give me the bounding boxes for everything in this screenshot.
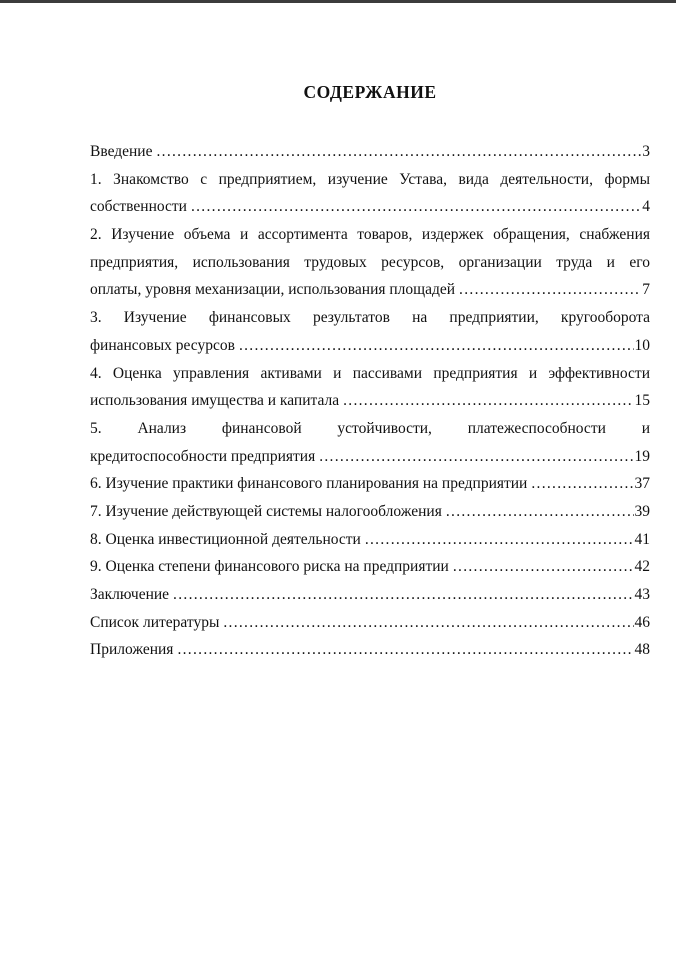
toc-entry-line xyxy=(90,609,650,637)
toc-entry-line xyxy=(90,276,650,304)
dot-leader xyxy=(191,193,641,221)
toc-entry-text: Введение xyxy=(90,143,153,160)
toc-entry-line: предприятия, использования трудовых ресурсов, организации труда и его xyxy=(90,253,650,271)
toc-entry-text: финансовых ресурсов xyxy=(90,336,235,354)
toc-entry-line xyxy=(90,553,650,581)
toc-entry-line xyxy=(90,526,650,554)
toc-page-number: 15 xyxy=(634,392,650,410)
toc-entry-line xyxy=(90,193,650,221)
toc-entry-line: 4. Оценка управления активами и пассивами предприятия и эффективности xyxy=(90,364,650,382)
page-content xyxy=(90,0,650,664)
toc-entry-line xyxy=(90,332,650,360)
toc-page-number: 37 xyxy=(634,475,650,493)
dot-leader xyxy=(173,581,633,609)
toc-page-number: 43 xyxy=(634,586,650,603)
toc-page-number: 10 xyxy=(634,336,650,354)
toc-entry-text: 9. Оценка степени финансового риска на предприятии xyxy=(90,558,449,576)
toc-page-number: 41 xyxy=(634,530,650,548)
toc-entry-line: 2. Изучение объема и ассортимента товаров, издержек обращения, снабжения xyxy=(90,226,650,244)
toc-page-number: 48 xyxy=(634,641,650,659)
toc-list xyxy=(90,138,650,664)
toc-page-number: 19 xyxy=(634,447,650,465)
toc-entry-text: Список литературы xyxy=(90,613,220,631)
toc-entry-line xyxy=(90,581,650,609)
toc-page-number: 46 xyxy=(634,613,650,631)
dot-leader xyxy=(156,138,641,166)
toc-entry-text: 8. Оценка инвестиционной деятельности xyxy=(90,530,361,548)
toc-page-number: 4 xyxy=(642,198,650,216)
toc-entry-text: собственности xyxy=(90,198,187,216)
toc-entry-line xyxy=(90,443,650,471)
dot-leader xyxy=(453,553,634,581)
toc-entry-text: оплаты, уровня механизации, использования площадей xyxy=(90,281,456,299)
dot-leader xyxy=(319,443,633,471)
dot-leader xyxy=(239,332,634,360)
dot-leader xyxy=(365,526,634,554)
dot-leader xyxy=(223,609,633,637)
toc-entry-line: 1. Знакомство с предприятием, изучение Устава, вида деятельности, формы xyxy=(90,170,650,188)
toc-entry-line xyxy=(90,470,650,498)
toc-entry-line: 3. Изучение финансовых результатов на предприятии, кругооборота xyxy=(90,309,650,327)
toc-title: СОДЕРЖАНИЕ xyxy=(303,82,437,102)
toc-entry-text: Приложения xyxy=(90,641,174,659)
toc-entry-text: использования имущества и капитала xyxy=(90,392,340,410)
toc-entry-text: 6. Изучение практики финансового планирования на предприятии xyxy=(90,475,528,493)
toc-entry-line xyxy=(90,387,650,415)
toc-entry-line xyxy=(90,498,650,526)
dot-leader xyxy=(177,636,633,664)
dot-leader xyxy=(531,470,633,498)
toc-page-number: 39 xyxy=(634,502,650,520)
toc-entry-line: 5. Анализ финансовой устойчивости, платежеспособности и xyxy=(90,419,650,437)
toc-page-number: 3 xyxy=(642,143,650,160)
toc-page-number: 42 xyxy=(634,558,650,576)
toc-entry-text: кредитоспособности предприятия xyxy=(90,447,316,465)
toc-entry-line xyxy=(90,636,650,664)
toc-page-number: 7 xyxy=(642,281,650,299)
dot-leader xyxy=(343,387,633,415)
toc-entry-text: Заключение xyxy=(90,586,170,603)
toc-entry-text: 7. Изучение действующей системы налогообложения xyxy=(90,502,442,520)
dot-leader xyxy=(459,276,641,304)
dot-leader xyxy=(446,498,634,526)
toc-entry-line xyxy=(90,138,650,166)
